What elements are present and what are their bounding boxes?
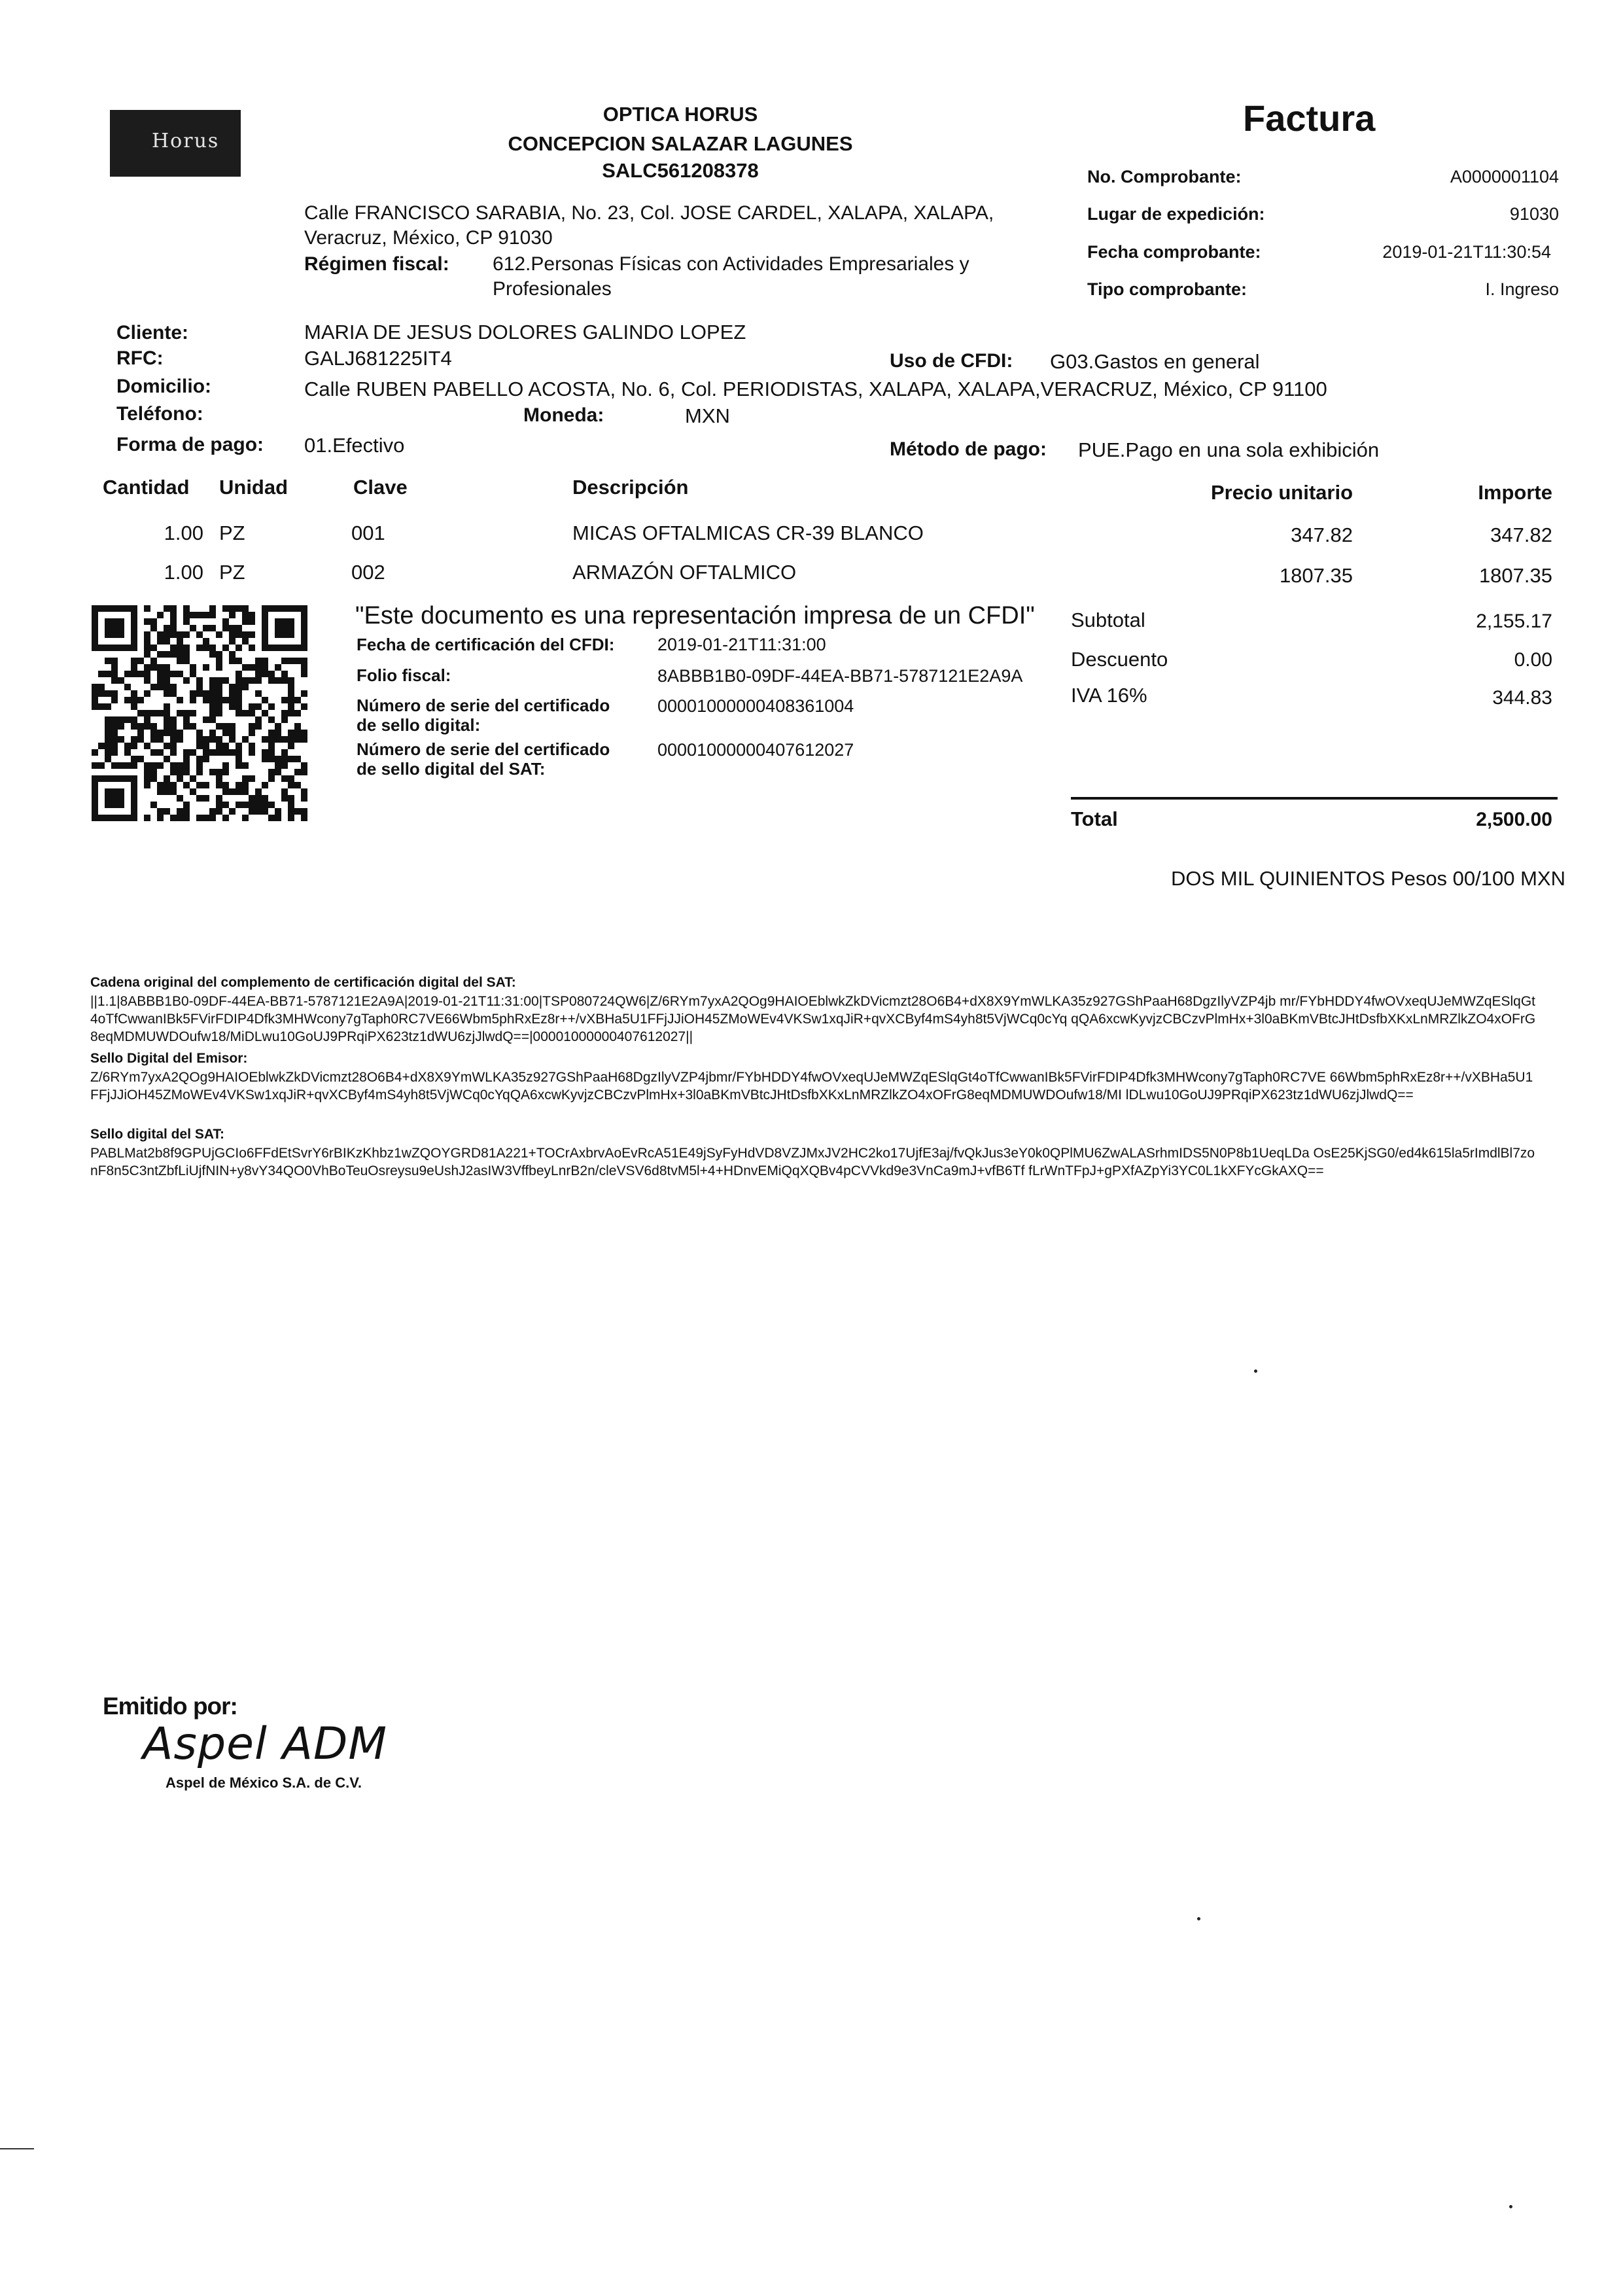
- invoice-title: Factura: [1243, 97, 1376, 139]
- aspel-company: Aspel de México S.A. de C.V.: [166, 1775, 362, 1791]
- domicilio-value: Calle RUBEN PABELLO ACOSTA, No. 6, Col. PERIODISTAS, XALAPA, XALAPA,VERACRUZ, México, CP 91100: [304, 378, 1327, 400]
- scan-mark: [0, 2148, 34, 2149]
- sello-sat-value: PABLMat2b8f9GPUjGCIo6FFdEtSvrY6rBIKzKhbz1wZQOYGRD81A221+TOCrAxbrvAoEvRcA51E49jSyFyHdVD8VZJMxJV2HC2ko17UjfE3aj/fvQkJus3eY0k0QPlMU6ZwALASrhmIDS5N0P8b1UeqLDa OsE25KjSG0/ed4k615la5rImdlBl7zonF8n5C3ntZbfLiUjfNIN+y8vY34QO0VhBoTeuOsreysu9eUshJ2asIW3VffbeyLnrB2n/cleVSV6d8tvM5l+4+HDnvEMiQqXQBv4pCVVkd9e3VnCa9mJ+vfB6Tf fLrWnTFpJ+gPXfAZpYi3YC0L1kXFYcGkAXQ==: [90, 1146, 1535, 1178]
- total-label: Total: [1071, 807, 1118, 830]
- cadena-original-value: ||1.1|8ABBB1B0-09DF-44EA-BB71-5787121E2A9A|2019-01-21T11:31:00|TSP080724QW6|Z/6RYm7yxA2QOg9HAIOEblwkZkDVicmzt28O6B4+dX8X9YmWLKA35z927GShPaaH68DgzIlyVZP4jb mr/FYbHDDY4fwOVxeqUJeMWZqESlqGt4oTfCwwanIBk5FVirFDIP4Dfk3MHWcony7gTaph0RC7VE66Wbm5phRxEz8r++/vXBHa5U1FFjJJiOH45ZMoWEv4VKSw1xqJiR+qvXCByf4mS4yh8t5VjWCq0cYq qQA6xcwKyvjzCBCzvPlmHx+3l0aBKmVBtcJHtDsfbXKxLnMRZlkZO4xOFrG8eqMDMUWDOufw18/MiDLwu10GoUJ9PRqiPX623tz1dWU6zjJlwdQ==|00001000000407612027||: [90, 994, 1536, 1044]
- company-logo: [110, 110, 241, 177]
- issuer-address-line1: Calle FRANCISCO SARABIA, No. 23, Col. JOSE CARDEL, XALAPA, XALAPA,: [304, 202, 994, 224]
- col-header-precio: Precio unitario: [1210, 481, 1353, 504]
- domicilio-label: Domicilio:: [116, 376, 212, 397]
- col-header-clave: Clave: [353, 476, 408, 499]
- invoice-type: I. Ingreso: [1485, 279, 1559, 299]
- descuento-value: 0.00: [1514, 649, 1552, 671]
- folio-fiscal-value: 8ABBB1B0-09DF-44EA-BB71-5787121E2A9A: [657, 666, 1023, 686]
- rfc-label: RFC:: [116, 347, 164, 369]
- issuer-owner: CONCEPCION SALAZAR LAGUNES: [508, 132, 853, 155]
- moneda-value: MXN: [685, 404, 730, 427]
- row1-unidad: PZ: [219, 521, 245, 544]
- cadena-original-label: Cadena original del complemento de certificación digital del SAT:: [90, 975, 516, 990]
- invoice-place: 91030: [1509, 204, 1559, 224]
- row1-clave: 001: [351, 521, 385, 544]
- cfdi-representation-note: "Este documento es una representación impresa de un CFDI": [355, 602, 1035, 629]
- issuer-rfc: SALC561208378: [602, 159, 759, 182]
- serie-emisor-label-2: de sello digital:: [357, 715, 481, 735]
- subtotal-label: Subtotal: [1071, 609, 1145, 631]
- forma-pago-label: Forma de pago:: [116, 434, 264, 455]
- serie-emisor-value: 00001000000408361004: [657, 696, 854, 716]
- sello-sat-label: Sello digital del SAT:: [90, 1127, 224, 1142]
- folio-fiscal-label: Folio fiscal:: [357, 665, 451, 685]
- invoice-number: A0000001104: [1450, 167, 1559, 186]
- logo-text: Horus: [152, 130, 220, 152]
- col-header-cantidad: Cantidad: [103, 476, 190, 499]
- regimen-line2: Profesionales: [493, 278, 612, 300]
- cfdi-fecha-label: Fecha de certificación del CFDI:: [357, 635, 615, 654]
- row1-cantidad: 1.00: [164, 521, 203, 544]
- invoice-field-label: Tipo comprobante:: [1087, 279, 1248, 299]
- uso-cfdi-label: Uso de CFDI:: [890, 350, 1013, 372]
- subtotal-value: 2,155.17: [1476, 610, 1552, 632]
- sello-emisor-label: Sello Digital del Emisor:: [90, 1051, 248, 1066]
- row2-precio: 1807.35: [1279, 564, 1353, 587]
- scan-speck: [1254, 1369, 1257, 1373]
- metodo-pago-value: PUE.Pago en una sola exhibición: [1078, 438, 1380, 461]
- row1-descripcion: MICAS OFTALMICAS CR-39 BLANCO: [572, 521, 924, 544]
- iva-value: 344.83: [1492, 687, 1552, 709]
- serie-emisor-label-1: Número de serie del certificado: [357, 696, 610, 715]
- uso-cfdi-value: G03.Gastos en general: [1050, 350, 1260, 373]
- total-divider: [1071, 797, 1558, 800]
- serie-sat-label-2: de sello digital del SAT:: [357, 759, 546, 779]
- row2-unidad: PZ: [219, 561, 245, 584]
- descuento-label: Descuento: [1071, 648, 1168, 671]
- telefono-label: Teléfono:: [116, 403, 203, 425]
- row2-cantidad: 1.00: [164, 561, 203, 584]
- scan-speck: [1197, 1917, 1200, 1920]
- rfc-value: GALJ681225IT4: [304, 347, 452, 370]
- emitido-por-label: Emitido por:: [103, 1693, 237, 1720]
- cliente-value: MARIA DE JESUS DOLORES GALINDO LOPEZ: [304, 321, 746, 344]
- scan-speck: [1509, 2205, 1512, 2208]
- regimen-line1: 612.Personas Físicas con Actividades Empresariales y: [493, 253, 969, 275]
- row1-precio: 347.82: [1291, 523, 1353, 546]
- invoice-field-label: Fecha comprobante:: [1087, 242, 1261, 262]
- invoice-field-label: Lugar de expedición:: [1087, 204, 1265, 224]
- col-header-unidad: Unidad: [219, 476, 288, 499]
- aspel-logo: Aspel ADM: [143, 1718, 388, 1770]
- moneda-label: Moneda:: [523, 404, 604, 426]
- sello-emisor-value: Z/6RYm7yxA2QOg9HAIOEblwkZkDVicmzt28O6B4+dX8X9YmWLKA35z927GShPaaH68DgzIlyVZP4jbmr/FYbHDDY4fwOVxeqUJeMWZqESlqGt4oTfCwwanIBk5FVirFDIP4Dfk3MHWcony7gTaph0RC7VE 66Wbm5phRxEz8r++/vXBHa5U1FFjJJiOH45ZMoWEv4VKSw1xqJiR+qvXCByf4mS4yh8t5VjWCq0cYqQA6xcwKyvjzCBCzvPlmHx+3l0aBKmVBtcJHtDsfbXKxLnMRZlkZO4xOFrG8eqMDMUWDOufw18/MI lDLwu10GoUJ9PRqiPX623tz1dWU6zjJlwdQ==: [90, 1070, 1533, 1103]
- cfdi-fecha-value: 2019-01-21T11:31:00: [657, 635, 826, 654]
- serie-sat-value: 00001000000407612027: [657, 740, 854, 760]
- row2-descripcion: ARMAZÓN OFTALMICO: [572, 561, 797, 584]
- row2-importe: 1807.35: [1478, 564, 1552, 587]
- issuer-address-line2: Veracruz, México, CP 91030: [304, 227, 553, 249]
- regimen-label: Régimen fiscal:: [304, 253, 449, 275]
- metodo-pago-label: Método de pago:: [890, 438, 1047, 460]
- serie-sat-label-1: Número de serie del certificado: [357, 739, 610, 759]
- qr-code: [92, 605, 307, 821]
- col-header-descripcion: Descripción: [572, 476, 689, 499]
- cliente-label: Cliente:: [116, 322, 189, 344]
- row1-importe: 347.82: [1490, 523, 1552, 546]
- invoice-field-label: No. Comprobante:: [1087, 167, 1242, 186]
- total-in-words: DOS MIL QUINIENTOS Pesos 00/100 MXN: [1171, 867, 1565, 890]
- col-header-importe: Importe: [1478, 481, 1552, 504]
- invoice-date: 2019-01-21T11:30:54: [1382, 242, 1551, 262]
- forma-pago-value: 01.Efectivo: [304, 434, 405, 457]
- iva-label: IVA 16%: [1071, 684, 1147, 707]
- issuer-name: OPTICA HORUS: [602, 103, 758, 126]
- row2-clave: 002: [351, 561, 385, 584]
- total-value: 2,500.00: [1476, 809, 1552, 830]
